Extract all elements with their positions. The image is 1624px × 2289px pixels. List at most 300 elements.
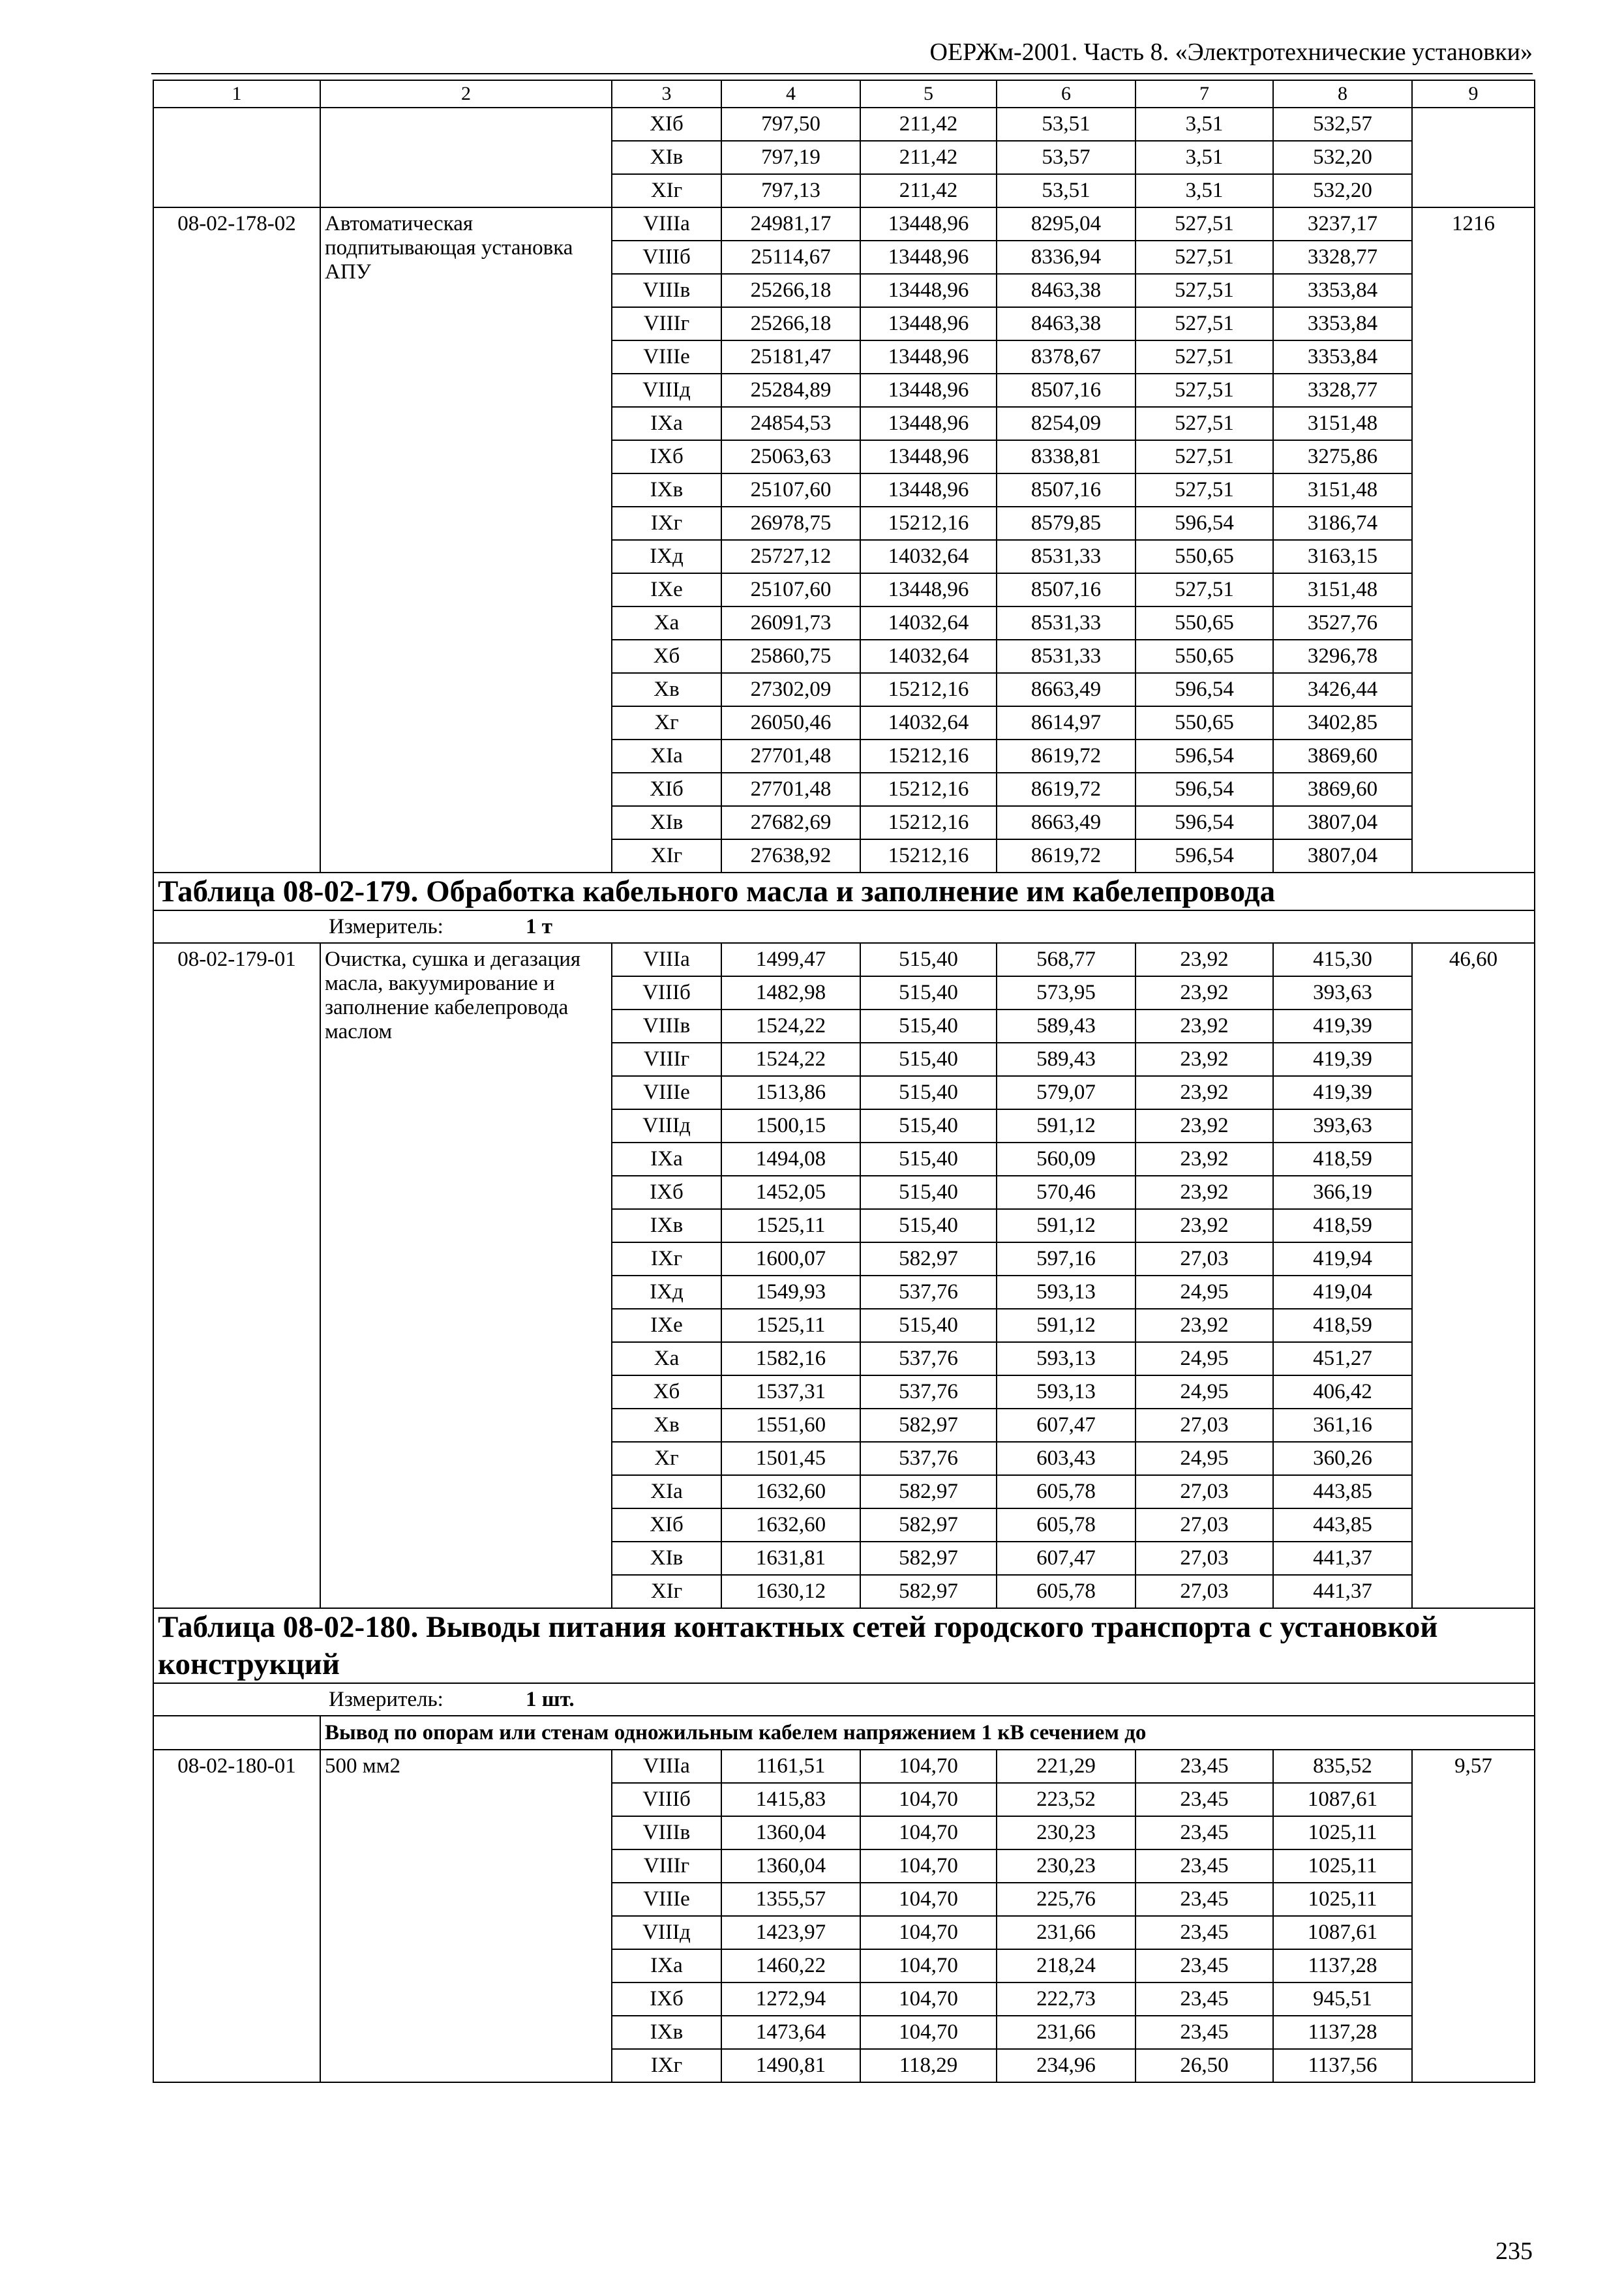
value-cell: 515,40 xyxy=(860,976,997,1010)
table-title: Таблица 08-02-179. Обработка кабельного масла и заполнение им кабелепровода xyxy=(153,873,1535,910)
value-cell: 15212,16 xyxy=(860,773,997,806)
value-cell: 451,27 xyxy=(1273,1342,1412,1375)
value-cell: 27701,48 xyxy=(721,740,860,773)
value-cell: 550,65 xyxy=(1135,540,1273,573)
value-cell: 1360,04 xyxy=(721,1816,860,1849)
value-cell: 15212,16 xyxy=(860,740,997,773)
value-cell: 605,78 xyxy=(997,1508,1135,1542)
zone-cell: IXе xyxy=(612,573,721,606)
value-cell: 230,23 xyxy=(997,1816,1135,1849)
zone-cell: VIIIв xyxy=(612,1816,721,1849)
value-cell: 537,76 xyxy=(860,1442,997,1475)
value-cell: 1525,11 xyxy=(721,1309,860,1342)
value-cell: 550,65 xyxy=(1135,640,1273,673)
zone-cell: VIIIг xyxy=(612,1849,721,1883)
value-cell: 25181,47 xyxy=(721,340,860,374)
value-cell: 27,03 xyxy=(1135,1542,1273,1575)
column-number: 3 xyxy=(612,80,721,108)
value-cell: 231,66 xyxy=(997,1916,1135,1949)
value-cell: 118,29 xyxy=(860,2049,997,2082)
price-table xyxy=(153,80,1535,2083)
value-cell: 406,42 xyxy=(1273,1375,1412,1409)
column-number: 6 xyxy=(997,80,1135,108)
zone-cell: XIв xyxy=(612,806,721,839)
value-cell: 1025,11 xyxy=(1273,1816,1412,1849)
value-cell: 515,40 xyxy=(860,943,997,976)
value-cell: 1501,45 xyxy=(721,1442,860,1475)
value-cell: 3807,04 xyxy=(1273,839,1412,873)
value-cell: 3237,17 xyxy=(1273,207,1412,241)
value-cell: 1524,22 xyxy=(721,1043,860,1076)
value-cell: 222,73 xyxy=(997,1982,1135,2016)
value-cell: 25266,18 xyxy=(721,307,860,340)
value-cell: 1600,07 xyxy=(721,1242,860,1276)
table-title-row xyxy=(153,873,1535,910)
value-cell: 104,70 xyxy=(860,1816,997,1849)
zone-cell: Xа xyxy=(612,606,721,640)
value-cell: 3328,77 xyxy=(1273,241,1412,274)
value-cell: 797,13 xyxy=(721,174,860,207)
page-number: 235 xyxy=(1496,2237,1533,2265)
value-cell: 597,16 xyxy=(997,1242,1135,1276)
zone-cell: Xб xyxy=(612,640,721,673)
value-cell: 515,40 xyxy=(860,1076,997,1109)
value-cell: 221,29 xyxy=(997,1750,1135,1783)
value-cell: 24,95 xyxy=(1135,1276,1273,1309)
value-cell: 1499,47 xyxy=(721,943,860,976)
value-cell: 527,51 xyxy=(1135,407,1273,440)
value-cell: 527,51 xyxy=(1135,374,1273,407)
value-cell: 589,43 xyxy=(997,1010,1135,1043)
value-cell: 607,47 xyxy=(997,1542,1135,1575)
value-cell: 797,50 xyxy=(721,108,860,141)
value-cell: 1549,93 xyxy=(721,1276,860,1309)
value-cell: 8463,38 xyxy=(997,274,1135,307)
value-cell: 23,45 xyxy=(1135,2016,1273,2049)
value-cell: 23,45 xyxy=(1135,1916,1273,1949)
unit-value: 1 шт. xyxy=(526,1687,575,1711)
value-cell: 8531,33 xyxy=(997,640,1135,673)
value-cell: 527,51 xyxy=(1135,440,1273,473)
value-cell: 3328,77 xyxy=(1273,374,1412,407)
value-cell: 593,13 xyxy=(997,1375,1135,1409)
value-cell: 3353,84 xyxy=(1273,307,1412,340)
value-cell: 8507,16 xyxy=(997,374,1135,407)
zone-cell: IXг xyxy=(612,1242,721,1276)
column-number: 2 xyxy=(320,80,612,108)
work-name: Очистка, сушка и дегазация масла, вакуумирование и заполнение кабелепровода маслом xyxy=(320,943,612,1608)
value-cell: 3186,74 xyxy=(1273,507,1412,540)
value-cell: 23,45 xyxy=(1135,1783,1273,1816)
zone-cell: IXв xyxy=(612,1209,721,1242)
value-cell: 1137,28 xyxy=(1273,1949,1412,1982)
value-cell: 1524,22 xyxy=(721,1010,860,1043)
value-cell: 3869,60 xyxy=(1273,773,1412,806)
value-cell: 418,59 xyxy=(1273,1143,1412,1176)
value-cell: 361,16 xyxy=(1273,1409,1412,1442)
value-cell: 27,03 xyxy=(1135,1475,1273,1508)
zone-cell: VIIIг xyxy=(612,307,721,340)
value-cell: 3151,48 xyxy=(1273,473,1412,507)
rate-code xyxy=(153,108,320,207)
value-cell: 579,07 xyxy=(997,1076,1135,1109)
value-cell: 3151,48 xyxy=(1273,407,1412,440)
value-cell: 27,03 xyxy=(1135,1508,1273,1542)
value-cell: 24854,53 xyxy=(721,407,860,440)
value-cell: 23,45 xyxy=(1135,1949,1273,1982)
value-cell: 366,19 xyxy=(1273,1176,1412,1209)
value-cell: 515,40 xyxy=(860,1109,997,1143)
value-cell: 419,39 xyxy=(1273,1043,1412,1076)
zone-cell: XIа xyxy=(612,740,721,773)
value-cell: 1137,56 xyxy=(1273,2049,1412,2082)
zone-cell: XIг xyxy=(612,1575,721,1608)
value-cell: 104,70 xyxy=(860,1783,997,1816)
value-cell: 225,76 xyxy=(997,1883,1135,1916)
value-cell: 27701,48 xyxy=(721,773,860,806)
zone-cell: VIIIд xyxy=(612,374,721,407)
value-cell: 53,51 xyxy=(997,108,1135,141)
value-cell: 441,37 xyxy=(1273,1575,1412,1608)
value-cell: 23,45 xyxy=(1135,1982,1273,2016)
zone-cell: XIг xyxy=(612,174,721,207)
value-cell: 582,97 xyxy=(860,1575,997,1608)
labor-cost: 1216 xyxy=(1412,207,1535,873)
table-title-row xyxy=(153,1608,1535,1683)
zone-cell: VIIIа xyxy=(612,1750,721,1783)
value-cell: 23,92 xyxy=(1135,1043,1273,1076)
value-cell: 527,51 xyxy=(1135,340,1273,374)
value-cell: 25284,89 xyxy=(721,374,860,407)
value-cell: 211,42 xyxy=(860,174,997,207)
value-cell: 582,97 xyxy=(860,1542,997,1575)
column-number: 8 xyxy=(1273,80,1412,108)
value-cell: 560,09 xyxy=(997,1143,1135,1176)
value-cell: 1473,64 xyxy=(721,2016,860,2049)
zone-cell: Xг xyxy=(612,706,721,740)
table-row xyxy=(153,207,1535,241)
value-cell: 515,40 xyxy=(860,1309,997,1342)
value-cell: 550,65 xyxy=(1135,606,1273,640)
value-cell: 104,70 xyxy=(860,1916,997,1949)
labor-cost: 9,57 xyxy=(1412,1750,1535,2082)
value-cell: 13448,96 xyxy=(860,440,997,473)
value-cell: 582,97 xyxy=(860,1242,997,1276)
value-cell: 26050,46 xyxy=(721,706,860,740)
value-cell: 1494,08 xyxy=(721,1143,860,1176)
value-cell: 593,13 xyxy=(997,1342,1135,1375)
value-cell: 8531,33 xyxy=(997,540,1135,573)
value-cell: 15212,16 xyxy=(860,839,997,873)
labor-cost xyxy=(1412,108,1535,207)
value-cell: 419,39 xyxy=(1273,1076,1412,1109)
column-number: 4 xyxy=(721,80,860,108)
value-cell: 591,12 xyxy=(997,1209,1135,1242)
value-cell: 23,45 xyxy=(1135,1816,1273,1849)
zone-cell: Xг xyxy=(612,1442,721,1475)
zone-cell: VIIIг xyxy=(612,1043,721,1076)
value-cell: 13448,96 xyxy=(860,407,997,440)
value-cell: 8663,49 xyxy=(997,806,1135,839)
value-cell: 527,51 xyxy=(1135,473,1273,507)
value-cell: 3163,15 xyxy=(1273,540,1412,573)
value-cell: 537,76 xyxy=(860,1276,997,1309)
value-cell: 1355,57 xyxy=(721,1883,860,1916)
value-cell: 27638,92 xyxy=(721,839,860,873)
value-cell: 26978,75 xyxy=(721,507,860,540)
value-cell: 24,95 xyxy=(1135,1442,1273,1475)
value-cell: 1632,60 xyxy=(721,1508,860,1542)
value-cell: 596,54 xyxy=(1135,507,1273,540)
zone-cell: Xб xyxy=(612,1375,721,1409)
zone-cell: VIIIе xyxy=(612,1076,721,1109)
value-cell: 568,77 xyxy=(997,943,1135,976)
value-cell: 537,76 xyxy=(860,1375,997,1409)
value-cell: 3353,84 xyxy=(1273,340,1412,374)
zone-cell: XIг xyxy=(612,839,721,873)
zone-cell: Xв xyxy=(612,1409,721,1442)
value-cell: 1452,05 xyxy=(721,1176,860,1209)
value-cell: 53,57 xyxy=(997,141,1135,174)
zone-cell: VIIIе xyxy=(612,1883,721,1916)
zone-cell: VIIIб xyxy=(612,1783,721,1816)
value-cell: 8614,97 xyxy=(997,706,1135,740)
value-cell: 3402,85 xyxy=(1273,706,1412,740)
column-number: 5 xyxy=(860,80,997,108)
value-cell: 8507,16 xyxy=(997,473,1135,507)
value-cell: 8619,72 xyxy=(997,773,1135,806)
value-cell: 589,43 xyxy=(997,1043,1135,1076)
value-cell: 211,42 xyxy=(860,108,997,141)
value-cell: 582,97 xyxy=(860,1409,997,1442)
value-cell: 596,54 xyxy=(1135,839,1273,873)
zone-cell: XIв xyxy=(612,141,721,174)
value-cell: 104,70 xyxy=(860,1883,997,1916)
value-cell: 3,51 xyxy=(1135,174,1273,207)
value-cell: 104,70 xyxy=(860,1982,997,2016)
value-cell: 596,54 xyxy=(1135,806,1273,839)
value-cell: 596,54 xyxy=(1135,673,1273,706)
value-cell: 419,04 xyxy=(1273,1276,1412,1309)
value-cell: 3151,48 xyxy=(1273,573,1412,606)
zone-cell: VIIIе xyxy=(612,340,721,374)
value-cell: 1500,15 xyxy=(721,1109,860,1143)
value-cell: 27682,69 xyxy=(721,806,860,839)
value-cell: 527,51 xyxy=(1135,241,1273,274)
subheading-row xyxy=(153,1716,1535,1750)
value-cell: 23,92 xyxy=(1135,943,1273,976)
value-cell: 27,03 xyxy=(1135,1409,1273,1442)
zone-cell: VIIIв xyxy=(612,1010,721,1043)
value-cell: 23,92 xyxy=(1135,1209,1273,1242)
value-cell: 8463,38 xyxy=(997,307,1135,340)
unit-row xyxy=(153,910,1535,943)
value-cell: 223,52 xyxy=(997,1783,1135,1816)
value-cell: 23,92 xyxy=(1135,1309,1273,1342)
value-cell: 607,47 xyxy=(997,1409,1135,1442)
value-cell: 211,42 xyxy=(860,141,997,174)
subheading-spacer xyxy=(153,1716,320,1750)
value-cell: 591,12 xyxy=(997,1109,1135,1143)
zone-cell: IXб xyxy=(612,1176,721,1209)
value-cell: 25114,67 xyxy=(721,241,860,274)
value-cell: 104,70 xyxy=(860,1849,997,1883)
value-cell: 441,37 xyxy=(1273,1542,1412,1575)
value-cell: 596,54 xyxy=(1135,740,1273,773)
table-title: Таблица 08-02-180. Выводы питания контактных сетей городского транспорта с установкой конструкций xyxy=(153,1608,1535,1683)
value-cell: 3426,44 xyxy=(1273,673,1412,706)
unit-row xyxy=(153,1683,1535,1716)
value-cell: 3,51 xyxy=(1135,108,1273,141)
value-cell: 605,78 xyxy=(997,1575,1135,1608)
value-cell: 1631,81 xyxy=(721,1542,860,1575)
value-cell: 3807,04 xyxy=(1273,806,1412,839)
value-cell: 1482,98 xyxy=(721,976,860,1010)
value-cell: 527,51 xyxy=(1135,573,1273,606)
value-cell: 15212,16 xyxy=(860,507,997,540)
unit-cell xyxy=(153,910,1535,943)
value-cell: 3,51 xyxy=(1135,141,1273,174)
value-cell: 1423,97 xyxy=(721,1916,860,1949)
zone-cell: VIIIб xyxy=(612,241,721,274)
labor-cost: 46,60 xyxy=(1412,943,1535,1608)
value-cell: 14032,64 xyxy=(860,640,997,673)
table-row xyxy=(153,108,1535,141)
value-cell: 25860,75 xyxy=(721,640,860,673)
zone-cell: IXа xyxy=(612,1143,721,1176)
value-cell: 593,13 xyxy=(997,1276,1135,1309)
value-cell: 393,63 xyxy=(1273,1109,1412,1143)
value-cell: 515,40 xyxy=(860,1010,997,1043)
rate-code: 08-02-179-01 xyxy=(153,943,320,1608)
value-cell: 26091,73 xyxy=(721,606,860,640)
table-body xyxy=(153,80,1535,2082)
value-cell: 14032,64 xyxy=(860,706,997,740)
value-cell: 23,92 xyxy=(1135,1176,1273,1209)
zone-cell: XIа xyxy=(612,1475,721,1508)
value-cell: 25063,63 xyxy=(721,440,860,473)
value-cell: 1537,31 xyxy=(721,1375,860,1409)
zone-cell: IXе xyxy=(612,1309,721,1342)
value-cell: 1272,94 xyxy=(721,1982,860,2016)
value-cell: 23,92 xyxy=(1135,1143,1273,1176)
value-cell: 24,95 xyxy=(1135,1375,1273,1409)
zone-cell: IXв xyxy=(612,473,721,507)
value-cell: 23,45 xyxy=(1135,1849,1273,1883)
value-cell: 13448,96 xyxy=(860,573,997,606)
value-cell: 532,20 xyxy=(1273,141,1412,174)
value-cell: 596,54 xyxy=(1135,773,1273,806)
column-number-row xyxy=(153,80,1535,108)
value-cell: 8295,04 xyxy=(997,207,1135,241)
value-cell: 27,03 xyxy=(1135,1242,1273,1276)
value-cell: 23,45 xyxy=(1135,1750,1273,1783)
value-cell: 3275,86 xyxy=(1273,440,1412,473)
value-cell: 1632,60 xyxy=(721,1475,860,1508)
zone-cell: IXв xyxy=(612,2016,721,2049)
unit-label: Измеритель: xyxy=(329,1687,444,1711)
value-cell: 1087,61 xyxy=(1273,1783,1412,1816)
zone-cell: XIв xyxy=(612,1542,721,1575)
value-cell: 515,40 xyxy=(860,1176,997,1209)
value-cell: 25107,60 xyxy=(721,573,860,606)
value-cell: 23,45 xyxy=(1135,1883,1273,1916)
value-cell: 835,52 xyxy=(1273,1750,1412,1783)
value-cell: 8531,33 xyxy=(997,606,1135,640)
value-cell: 13448,96 xyxy=(860,274,997,307)
value-cell: 8663,49 xyxy=(997,673,1135,706)
value-cell: 23,92 xyxy=(1135,1010,1273,1043)
header-divider xyxy=(151,73,1533,74)
work-name: Автоматическая подпитывающая установка АПУ xyxy=(320,207,612,873)
value-cell: 8254,09 xyxy=(997,407,1135,440)
value-cell: 23,92 xyxy=(1135,1109,1273,1143)
zone-cell: IXа xyxy=(612,1949,721,1982)
value-cell: 14032,64 xyxy=(860,540,997,573)
unit-label: Измеритель: xyxy=(329,914,444,938)
value-cell: 1137,28 xyxy=(1273,2016,1412,2049)
column-number: 1 xyxy=(153,80,320,108)
value-cell: 945,51 xyxy=(1273,1982,1412,2016)
value-cell: 218,24 xyxy=(997,1949,1135,1982)
value-cell: 419,94 xyxy=(1273,1242,1412,1276)
value-cell: 3353,84 xyxy=(1273,274,1412,307)
value-cell: 13448,96 xyxy=(860,241,997,274)
value-cell: 515,40 xyxy=(860,1143,997,1176)
value-cell: 3527,76 xyxy=(1273,606,1412,640)
value-cell: 8507,16 xyxy=(997,573,1135,606)
value-cell: 8619,72 xyxy=(997,839,1135,873)
value-cell: 443,85 xyxy=(1273,1508,1412,1542)
value-cell: 13448,96 xyxy=(860,473,997,507)
zone-cell: IXг xyxy=(612,507,721,540)
value-cell: 515,40 xyxy=(860,1043,997,1076)
value-cell: 532,20 xyxy=(1273,174,1412,207)
zone-cell: VIIIб xyxy=(612,976,721,1010)
value-cell: 25727,12 xyxy=(721,540,860,573)
rate-code: 08-02-178-02 xyxy=(153,207,320,873)
value-cell: 603,43 xyxy=(997,1442,1135,1475)
value-cell: 393,63 xyxy=(1273,976,1412,1010)
value-cell: 415,30 xyxy=(1273,943,1412,976)
subheading: Вывод по опорам или стенам одножильным кабелем напряжением 1 кВ сечением до xyxy=(320,1716,1535,1750)
value-cell: 27,03 xyxy=(1135,1575,1273,1608)
value-cell: 104,70 xyxy=(860,1949,997,1982)
value-cell: 13448,96 xyxy=(860,307,997,340)
zone-cell: Xв xyxy=(612,673,721,706)
value-cell: 234,96 xyxy=(997,2049,1135,2082)
value-cell: 8579,85 xyxy=(997,507,1135,540)
value-cell: 1490,81 xyxy=(721,2049,860,2082)
table-row xyxy=(153,1750,1535,1783)
value-cell: 8336,94 xyxy=(997,241,1135,274)
table-row xyxy=(153,943,1535,976)
zone-cell: XIб xyxy=(612,108,721,141)
value-cell: 591,12 xyxy=(997,1309,1135,1342)
value-cell: 15212,16 xyxy=(860,806,997,839)
value-cell: 8338,81 xyxy=(997,440,1135,473)
value-cell: 570,46 xyxy=(997,1176,1135,1209)
value-cell: 13448,96 xyxy=(860,207,997,241)
value-cell: 360,26 xyxy=(1273,1442,1412,1475)
value-cell: 419,39 xyxy=(1273,1010,1412,1043)
value-cell: 24981,17 xyxy=(721,207,860,241)
value-cell: 53,51 xyxy=(997,174,1135,207)
value-cell: 1525,11 xyxy=(721,1209,860,1242)
column-number: 9 xyxy=(1412,80,1535,108)
zone-cell: VIIIа xyxy=(612,207,721,241)
zone-cell: IXб xyxy=(612,440,721,473)
